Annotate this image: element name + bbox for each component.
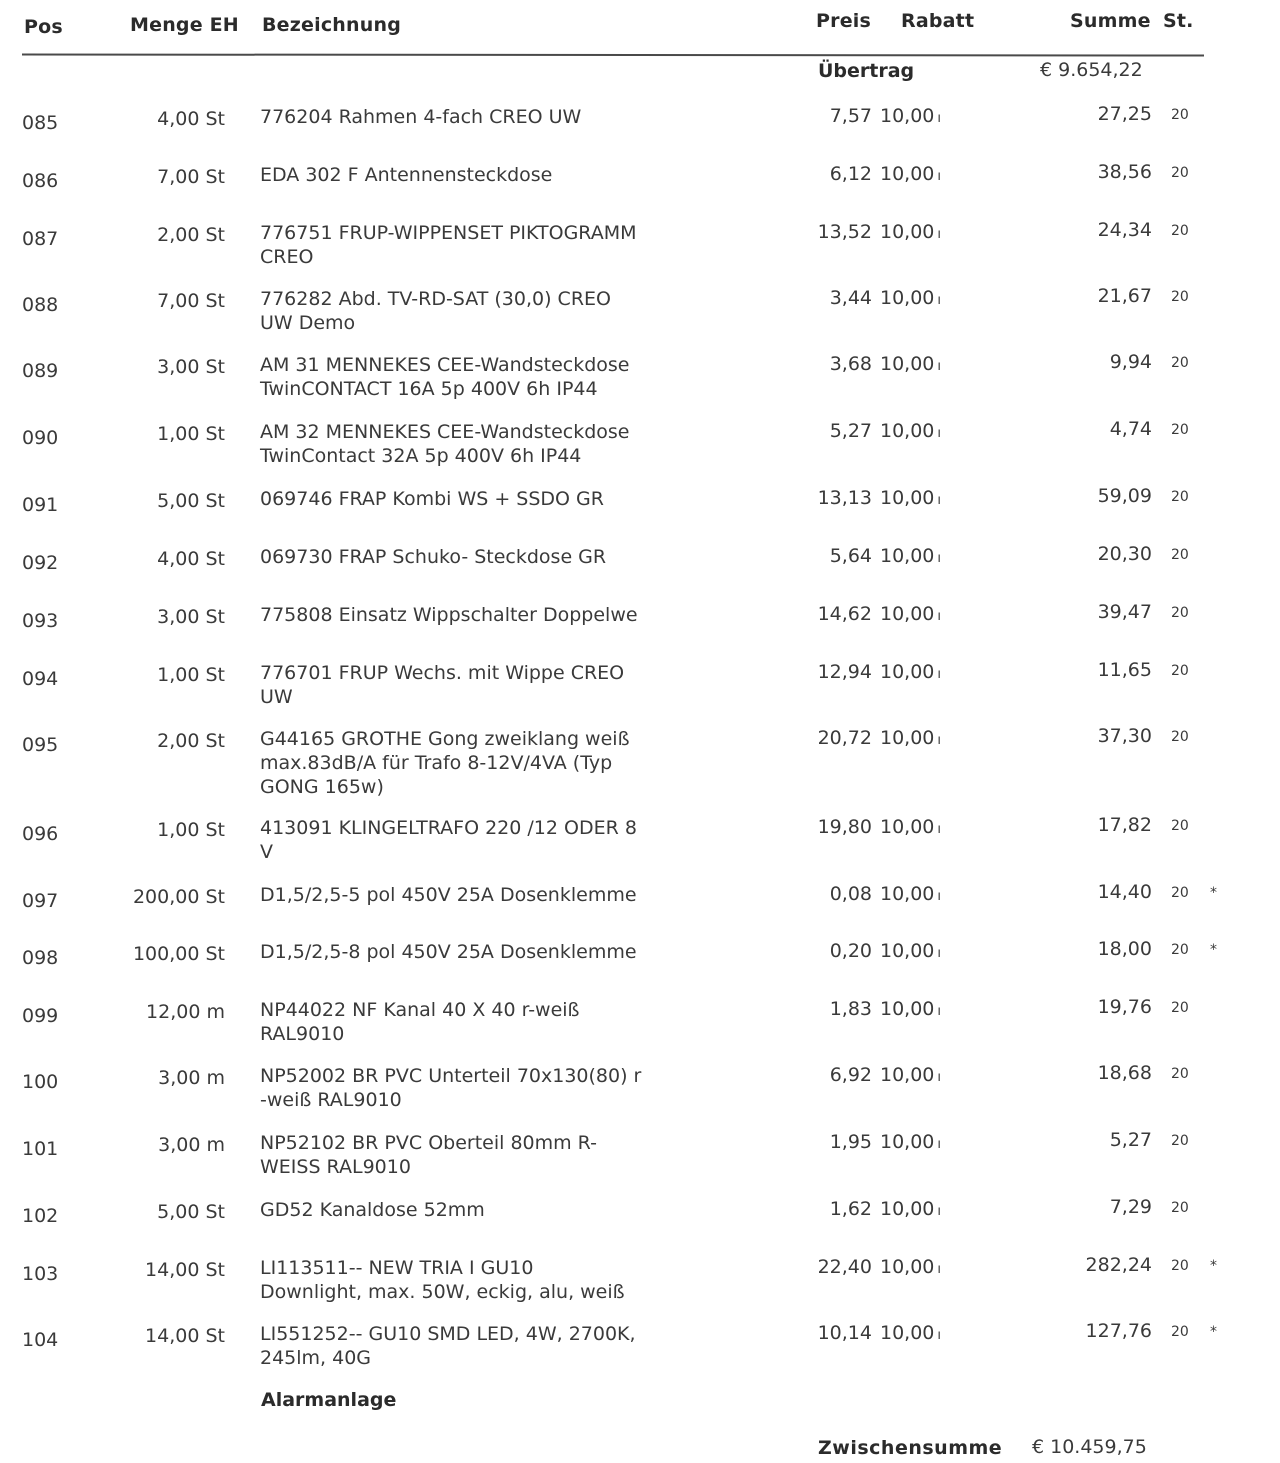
cell-tax-code: 20: [1171, 729, 1189, 745]
cell-summe: 21,67: [1097, 285, 1152, 307]
bezeichnung-line: 776282 Abd. TV-RD-SAT (30,0) CREO: [260, 288, 611, 310]
bezeichnung-line: V: [260, 841, 273, 863]
cell-preis: 13,13: [817, 487, 872, 509]
cell-bezeichnung: [260, 1131, 670, 1179]
rabatt-marker: ı: [937, 493, 942, 508]
rabatt-marker: ı: [937, 946, 942, 961]
cell-tax-code: 20: [1171, 1324, 1189, 1340]
cell-bezeichnung: [260, 487, 670, 511]
bezeichnung-line: 413091 KLINGELTRAFO 220 /12 ODER 8: [260, 817, 637, 839]
rabatt-value: 10,00: [880, 727, 935, 749]
rabatt-value: 10,00: [880, 163, 935, 185]
header-pos: Pos: [24, 16, 63, 38]
cell-pos: 085: [22, 112, 59, 134]
asterisk-marker: *: [1210, 885, 1217, 901]
cell-rabatt: [880, 602, 941, 629]
bezeichnung-line: NP52102 BR PVC Oberteil 80mm R-: [260, 1132, 597, 1154]
rabatt-value: 10,00: [880, 816, 935, 838]
cell-bezeichnung: [260, 883, 670, 907]
cell-summe: 4,74: [1109, 418, 1152, 440]
cell-pos: 102: [22, 1205, 59, 1227]
bezeichnung-line: AM 32 MENNEKES CEE-Wandsteckdose: [260, 421, 630, 443]
rabatt-marker: ı: [937, 733, 942, 748]
cell-summe: 39,47: [1097, 601, 1152, 623]
cell-tax-code: 20: [1171, 422, 1189, 438]
header-summe: Summe: [1070, 10, 1151, 32]
bezeichnung-line: UW: [260, 686, 293, 708]
bezeichnung-line: LI551252-- GU10 SMD LED, 4W, 2700K,: [260, 1323, 636, 1345]
header-bezeichnung: Bezeichnung: [262, 14, 401, 36]
cell-menge: 14,00 St: [145, 1259, 225, 1281]
cell-pos: 095: [22, 734, 59, 756]
rabatt-value: 10,00: [880, 105, 935, 127]
cell-menge: 1,00 St: [157, 423, 225, 445]
cell-tax-code: 20: [1171, 1200, 1189, 1216]
rabatt-value: 10,00: [880, 1256, 935, 1278]
rabatt-value: 10,00: [880, 940, 935, 962]
cell-pos: 103: [22, 1263, 59, 1285]
rabatt-marker: ı: [937, 359, 942, 374]
rabatt-marker: ı: [937, 667, 942, 682]
cell-summe: 5,27: [1109, 1129, 1152, 1151]
cell-pos: 101: [22, 1138, 59, 1160]
cell-summe: 282,24: [1085, 1254, 1152, 1276]
cell-rabatt: [880, 419, 941, 446]
cell-preis: 10,14: [817, 1322, 872, 1344]
cell-preis: 1,95: [829, 1131, 872, 1153]
cell-pos: 087: [22, 228, 59, 250]
cell-menge: 4,00 St: [157, 548, 225, 570]
bezeichnung-line: max.83dB/A für Trafo 8-12V/4VA (Typ: [260, 752, 613, 774]
rabatt-marker: ı: [937, 1137, 942, 1152]
cell-rabatt: [880, 162, 941, 189]
cell-rabatt: [880, 939, 941, 966]
cell-summe: 20,30: [1097, 543, 1152, 565]
rabatt-marker: ı: [937, 426, 942, 441]
cell-pos: 088: [22, 294, 59, 316]
cell-preis: 14,62: [817, 603, 872, 625]
rabatt-value: 10,00: [880, 661, 935, 683]
bezeichnung-line: 069746 FRAP Kombi WS + SSDO GR: [260, 488, 604, 510]
cell-rabatt: [880, 997, 941, 1024]
bezeichnung-line: 069730 FRAP Schuko- Steckdose GR: [260, 546, 607, 568]
cell-preis: 3,68: [829, 353, 872, 375]
cell-bezeichnung: [260, 420, 670, 468]
rabatt-marker: ı: [937, 227, 942, 242]
cell-preis: 12,94: [817, 661, 872, 683]
rabatt-marker: ı: [937, 1070, 942, 1085]
cell-bezeichnung: [260, 940, 670, 964]
cell-pos: 098: [22, 947, 59, 969]
rabatt-marker: ı: [937, 609, 942, 624]
carryover-label: Übertrag: [818, 60, 915, 82]
cell-pos: 096: [22, 823, 59, 845]
bezeichnung-line: GD52 Kanaldose 52mm: [260, 1199, 485, 1221]
cell-rabatt: [880, 1321, 941, 1348]
cell-tax-code: 20: [1171, 942, 1189, 958]
cell-preis: 6,92: [829, 1064, 872, 1086]
rabatt-marker: ı: [937, 169, 942, 184]
cell-summe: 11,65: [1097, 659, 1152, 681]
carryover-value: € 9.654,22: [1040, 59, 1143, 81]
cell-pos: 090: [22, 427, 59, 449]
cell-menge: 3,00 St: [157, 356, 225, 378]
bezeichnung-line: NP52002 BR PVC Unterteil 70x130(80) r: [260, 1065, 642, 1087]
cell-preis: 7,57: [829, 105, 872, 127]
cell-preis: 5,64: [829, 545, 872, 567]
bezeichnung-line: EDA 302 F Antennensteckdose: [260, 164, 553, 186]
header-preis: Preis: [816, 10, 872, 32]
rabatt-value: 10,00: [880, 1198, 935, 1220]
bezeichnung-line: 776701 FRUP Wechs. mit Wippe CREO: [260, 662, 625, 684]
cell-tax-code: 20: [1171, 289, 1189, 305]
cell-tax-code: 20: [1171, 1258, 1189, 1274]
cell-preis: 0,20: [829, 940, 872, 962]
rabatt-value: 10,00: [880, 1131, 935, 1153]
cell-rabatt: [880, 1255, 941, 1282]
rabatt-marker: ı: [937, 1004, 942, 1019]
cell-summe: 19,76: [1097, 996, 1152, 1018]
header-st: St.: [1163, 10, 1194, 32]
rabatt-value: 10,00: [880, 420, 935, 442]
cell-menge: 3,00 m: [158, 1134, 225, 1156]
cell-pos: 100: [22, 1071, 59, 1093]
rabatt-marker: ı: [937, 1262, 942, 1277]
bezeichnung-line: D1,5/2,5-5 pol 450V 25A Dosenklemme: [260, 884, 637, 906]
cell-tax-code: 20: [1171, 489, 1189, 505]
cell-pos: 104: [22, 1329, 59, 1351]
cell-summe: 38,56: [1097, 161, 1152, 183]
cell-menge: 5,00 St: [157, 1201, 225, 1223]
cell-menge: 100,00 St: [132, 943, 225, 965]
rabatt-value: 10,00: [880, 998, 935, 1020]
bezeichnung-line: Downlight, max. 50W, eckig, alu, weiß: [260, 1281, 625, 1303]
bezeichnung-line: LI113511-- NEW TRIA I GU10: [260, 1257, 534, 1279]
bezeichnung-line: CREO: [260, 246, 314, 268]
cell-pos: 097: [22, 890, 59, 912]
cell-menge: 3,00 m: [158, 1067, 225, 1089]
cell-tax-code: 20: [1171, 107, 1189, 123]
cell-rabatt: [880, 286, 941, 313]
cell-menge: 2,00 St: [157, 224, 225, 246]
cell-preis: 3,44: [829, 287, 872, 309]
cell-menge: 2,00 St: [157, 730, 225, 752]
bezeichnung-line: -weiß RAL9010: [260, 1089, 402, 1111]
bezeichnung-line: 245lm, 40G: [260, 1347, 372, 1369]
cell-pos: 091: [22, 494, 59, 516]
cell-preis: 13,52: [817, 221, 872, 243]
rabatt-value: 10,00: [880, 1064, 935, 1086]
cell-bezeichnung: [260, 816, 670, 864]
rabatt-value: 10,00: [880, 353, 935, 375]
cell-menge: 5,00 St: [157, 490, 225, 512]
cell-pos: 093: [22, 610, 59, 632]
cell-rabatt: [880, 882, 941, 909]
rabatt-marker: ı: [937, 889, 942, 904]
bezeichnung-line: GONG 165w): [260, 776, 384, 798]
cell-menge: 14,00 St: [145, 1325, 225, 1347]
cell-rabatt: [880, 104, 941, 131]
cell-pos: 089: [22, 360, 59, 382]
cell-preis: 5,27: [829, 420, 872, 442]
bezeichnung-line: RAL9010: [260, 1023, 345, 1045]
cell-menge: 7,00 St: [157, 166, 225, 188]
header-divider: [22, 53, 1204, 56]
cell-rabatt: [880, 815, 941, 842]
rabatt-value: 10,00: [880, 487, 935, 509]
cell-rabatt: [880, 660, 941, 687]
cell-menge: 7,00 St: [157, 290, 225, 312]
rabatt-marker: ı: [937, 1204, 942, 1219]
section-heading: Alarmanlage: [261, 1389, 397, 1411]
cell-preis: 22,40: [817, 1256, 872, 1278]
cell-tax-code: 20: [1171, 547, 1189, 563]
cell-bezeichnung: [260, 353, 670, 401]
cell-rabatt: [880, 486, 941, 513]
header-rabatt: Rabatt: [901, 10, 975, 32]
cell-pos: 092: [22, 552, 59, 574]
cell-bezeichnung: [260, 603, 670, 627]
bezeichnung-line: 775808 Einsatz Wippschalter Doppelwe: [260, 604, 638, 626]
rabatt-marker: ı: [937, 1328, 942, 1343]
cell-bezeichnung: [260, 998, 670, 1046]
cell-pos: 086: [22, 170, 59, 192]
cell-summe: 18,00: [1097, 938, 1152, 960]
cell-summe: 14,40: [1097, 881, 1152, 903]
cell-bezeichnung: [260, 287, 670, 335]
cell-rabatt: [880, 726, 941, 753]
rabatt-marker: ı: [937, 293, 942, 308]
cell-bezeichnung: [260, 545, 670, 569]
bezeichnung-line: 776204 Rahmen 4-fach CREO UW: [260, 106, 582, 128]
cell-summe: 17,82: [1097, 814, 1152, 836]
cell-tax-code: 20: [1171, 605, 1189, 621]
cell-tax-code: 20: [1171, 1133, 1189, 1149]
cell-bezeichnung: [260, 727, 670, 799]
cell-rabatt: [880, 544, 941, 571]
cell-summe: 18,68: [1097, 1062, 1152, 1084]
cell-bezeichnung: [260, 1198, 670, 1222]
cell-summe: 27,25: [1097, 103, 1152, 125]
cell-tax-code: 20: [1171, 818, 1189, 834]
cell-bezeichnung: [260, 661, 670, 709]
cell-bezeichnung: [260, 1064, 670, 1112]
cell-summe: 24,34: [1097, 219, 1152, 241]
bezeichnung-line: AM 31 MENNEKES CEE-Wandsteckdose: [260, 354, 630, 376]
asterisk-marker: *: [1210, 1324, 1217, 1340]
cell-tax-code: 20: [1171, 1066, 1189, 1082]
cell-rabatt: [880, 352, 941, 379]
asterisk-marker: *: [1210, 1258, 1217, 1274]
cell-tax-code: 20: [1171, 885, 1189, 901]
cell-tax-code: 20: [1171, 223, 1189, 239]
rabatt-value: 10,00: [880, 1322, 935, 1344]
cell-rabatt: [880, 1130, 941, 1157]
cell-menge: 200,00 St: [132, 886, 225, 908]
cell-menge: 1,00 St: [157, 664, 225, 686]
cell-tax-code: 20: [1171, 663, 1189, 679]
cell-bezeichnung: [260, 221, 670, 269]
cell-bezeichnung: [260, 1322, 670, 1370]
bezeichnung-line: UW Demo: [260, 312, 356, 334]
rabatt-value: 10,00: [880, 221, 935, 243]
bezeichnung-line: WEISS RAL9010: [260, 1156, 411, 1178]
rabatt-marker: ı: [937, 111, 942, 126]
cell-rabatt: [880, 1063, 941, 1090]
cell-preis: 6,12: [829, 163, 872, 185]
cell-tax-code: 20: [1171, 355, 1189, 371]
asterisk-marker: *: [1210, 942, 1217, 958]
cell-pos: 099: [22, 1005, 59, 1027]
cell-preis: 0,08: [829, 883, 872, 905]
cell-bezeichnung: [260, 163, 670, 187]
cell-preis: 1,62: [829, 1198, 872, 1220]
rabatt-value: 10,00: [880, 545, 935, 567]
cell-rabatt: [880, 220, 941, 247]
cell-summe: 59,09: [1097, 485, 1152, 507]
rabatt-marker: ı: [937, 551, 942, 566]
subtotal-label: Zwischensumme: [818, 1437, 1003, 1459]
cell-rabatt: [880, 1197, 941, 1224]
rabatt-value: 10,00: [880, 603, 935, 625]
bezeichnung-line: 776751 FRUP-WIPPENSET PIKTOGRAMM: [260, 222, 637, 244]
subtotal-value: € 10.459,75: [1032, 1436, 1147, 1458]
cell-tax-code: 20: [1171, 1000, 1189, 1016]
cell-bezeichnung: [260, 1256, 670, 1304]
bezeichnung-line: D1,5/2,5-8 pol 450V 25A Dosenklemme: [260, 941, 637, 963]
cell-menge: 1,00 St: [157, 819, 225, 841]
bezeichnung-line: NP44022 NF Kanal 40 X 40 r-weiß: [260, 999, 580, 1021]
rabatt-marker: ı: [937, 822, 942, 837]
bezeichnung-line: TwinContact 32A 5p 400V 6h IP44: [260, 445, 582, 467]
cell-summe: 9,94: [1109, 351, 1152, 373]
cell-summe: 127,76: [1085, 1320, 1152, 1342]
cell-summe: 7,29: [1109, 1196, 1152, 1218]
rabatt-value: 10,00: [880, 287, 935, 309]
cell-bezeichnung: [260, 105, 670, 129]
cell-preis: 20,72: [817, 727, 872, 749]
header-menge-eh: Menge EH: [130, 14, 239, 36]
cell-preis: 19,80: [817, 816, 872, 838]
rabatt-value: 10,00: [880, 883, 935, 905]
cell-tax-code: 20: [1171, 165, 1189, 181]
cell-menge: 4,00 St: [157, 108, 225, 130]
cell-menge: 3,00 St: [157, 606, 225, 628]
bezeichnung-line: G44165 GROTHE Gong zweiklang weiß: [260, 728, 630, 750]
cell-pos: 094: [22, 668, 59, 690]
cell-menge: 12,00 m: [146, 1001, 225, 1023]
bezeichnung-line: TwinCONTACT 16A 5p 400V 6h IP44: [260, 378, 598, 400]
cell-preis: 1,83: [829, 998, 872, 1020]
cell-summe: 37,30: [1097, 725, 1152, 747]
